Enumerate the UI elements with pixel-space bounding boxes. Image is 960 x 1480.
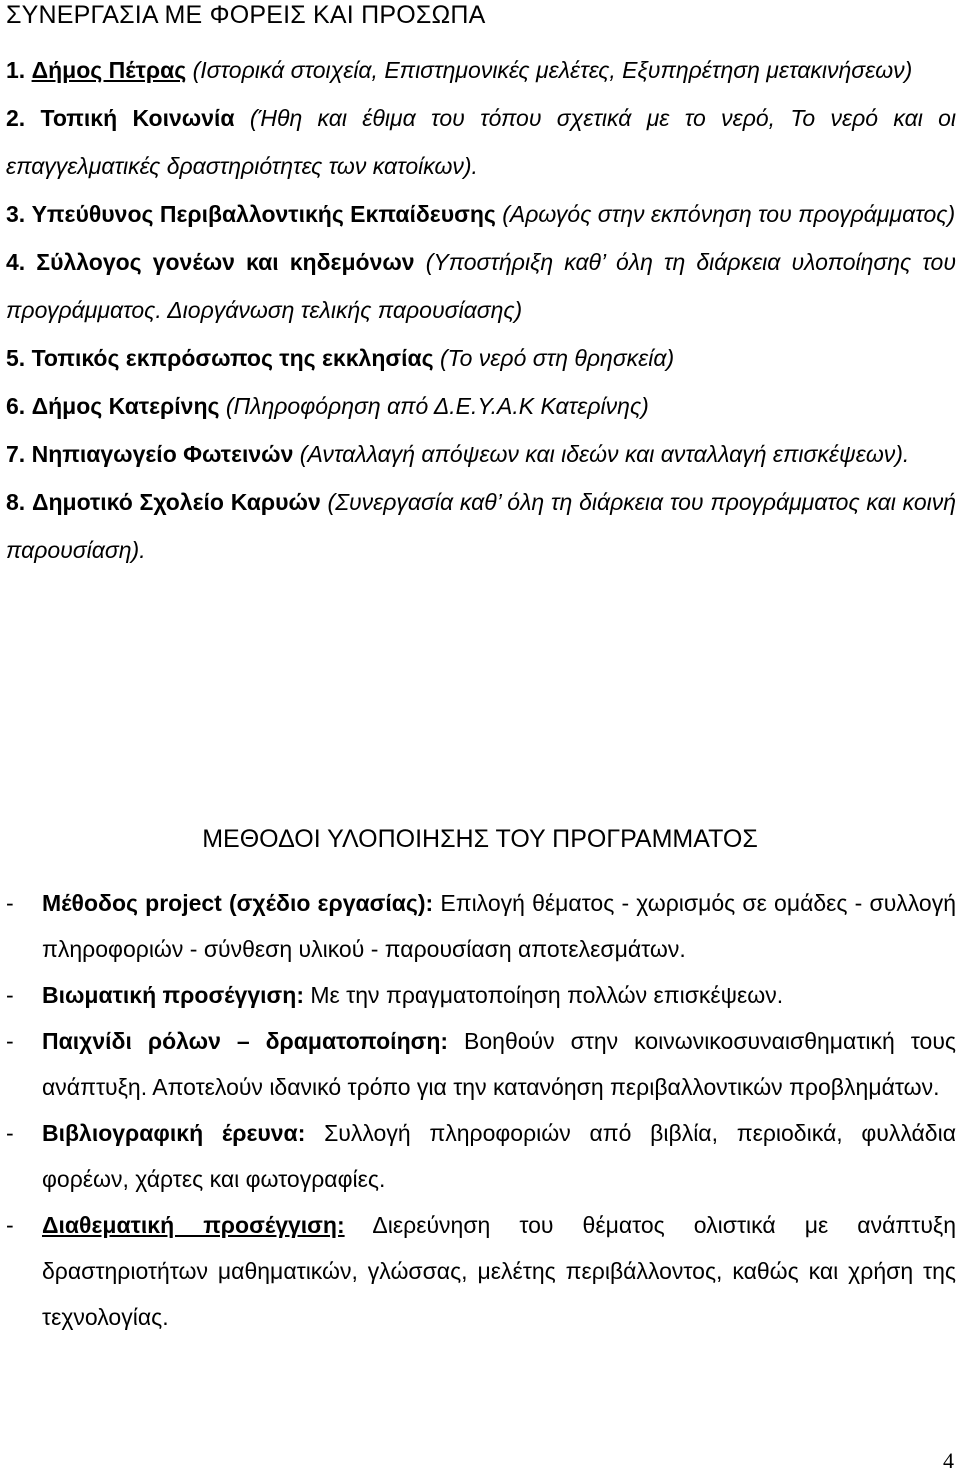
method-description: Επιλογή θέματος - χωρισμός σε ομάδες - συλλογή πληροφοριών - σύνθεση υλικού - παρουσίαση αποτελεσμάτων. — [42, 890, 957, 962]
list-item — [6, 972, 956, 1018]
bullet-dash: - — [6, 982, 14, 1008]
method-name: Βιωματική προσέγγιση: — [42, 982, 304, 1008]
item-number: 5. — [6, 345, 26, 371]
method-text — [42, 1110, 956, 1202]
bullet-dash: - — [6, 890, 14, 916]
methods-title: ΜΕΘΟΔΟΙ ΥΛΟΠΟΙΗΣΗΣ ΤΟΥ ΠΡΟΓΡΑΜΜΑΤΟΣ — [202, 825, 758, 853]
method-text — [42, 1018, 956, 1110]
method-text — [42, 972, 956, 1018]
method-text — [42, 880, 956, 972]
list-item — [6, 190, 956, 238]
list-item — [6, 1018, 956, 1110]
partner-name: Νηπιαγωγείο Φωτεινών — [31, 441, 294, 467]
method-description: Βοηθούν στην κοινωνικοσυναισθηματική τους ανάπτυξη. Αποτελούν ιδανικό τρόπο για την κατανόηση περιβαλλοντικών προβλημάτων. — [42, 1028, 956, 1100]
partner-name: Δημοτικό Σχολείο Καρυών — [31, 489, 321, 515]
item-number: 3. — [6, 201, 26, 227]
method-text — [42, 1202, 956, 1340]
item-number: 8. — [6, 489, 26, 515]
partner-name: Δήμος Κατερίνης — [31, 393, 220, 419]
partner-note: (Υποστήριξη καθ’ όλη τη διάρκεια υλοποίησης του προγράμματος. Διοργάνωση τελικής παρουσίασης) — [6, 249, 956, 323]
partner-name: Τοπικός εκπρόσωπος της εκκλησίας — [31, 345, 434, 371]
item-number: 7. — [6, 441, 26, 467]
partner-note: (Πληροφόρηση από Δ.Ε.Υ.Α.Κ Κατερίνης) — [225, 393, 649, 419]
partners-list — [6, 46, 956, 574]
bullet-dash: - — [6, 1120, 14, 1146]
partner-name: Υπεύθυνος Περιβαλλοντικής Εκπαίδευσης — [31, 201, 496, 227]
partner-note: (Ιστορικά στοιχεία, Επιστημονικές μελέτες, Εξυπηρέτηση μετακινήσεων) — [192, 57, 913, 83]
section-title: ΣΥΝΕΡΓΑΣΙΑ ΜΕ ΦΟΡΕΙΣ ΚΑΙ ΠΡΟΣΩΠΑ — [6, 1, 486, 29]
partner-note: (Το νερό στη θρησκεία) — [440, 345, 675, 371]
bullet-dash: - — [6, 1212, 14, 1238]
method-description: Συλλογή πληροφοριών από βιβλία, περιοδικά, φυλλάδια φορέων, χάρτες και φωτογραφίες. — [42, 1120, 956, 1192]
partner-note: (Ανταλλαγή απόψεων και ιδεών και ανταλλαγή επισκέψεων). — [299, 441, 910, 467]
item-number: 1. — [6, 57, 26, 83]
list-item — [6, 382, 956, 430]
list-item — [6, 94, 956, 190]
list-item — [6, 1202, 956, 1340]
list-item — [6, 430, 956, 478]
list-item — [6, 238, 956, 334]
partner-name: Τοπική Κοινωνία — [40, 105, 235, 131]
methods-list — [6, 880, 956, 1340]
list-item — [6, 1110, 956, 1202]
partner-note: (Συνεργασία καθ’ όλη τη διάρκεια του προγράμματος και κοινή παρουσίαση). — [6, 489, 956, 563]
list-item — [6, 478, 956, 574]
method-name: Μέθοδος project (σχέδιο εργασίας): — [42, 890, 434, 916]
item-number: 4. — [6, 249, 26, 275]
method-name: Διαθεματική προσέγγιση: — [42, 1212, 345, 1238]
bullet-dash: - — [6, 1028, 14, 1054]
method-description: Διερεύνηση του θέματος ολιστικά με ανάπτυξη δραστηριοτήτων μαθηματικών, γλώσσας, μελέτης περιβάλλοντος, καθώς και χρήση της τεχνολογίας. — [42, 1212, 956, 1330]
list-item — [6, 334, 956, 382]
partner-name: Δήμος Πέτρας — [31, 57, 187, 83]
partner-note: (Ήθη και έθιμα του τόπου σχετικά με το νερό, Το νερό και οι επαγγελματικές δραστηριότητες των κατοίκων). — [6, 105, 957, 179]
item-number: 6. — [6, 393, 26, 419]
list-item — [6, 46, 956, 94]
partner-name: Σύλλογος γονέων και κηδεμόνων — [36, 249, 415, 275]
partner-note: (Αρωγός στην εκπόνηση του προγράμματος) — [502, 201, 956, 227]
method-description: Με την πραγματοποίηση πολλών επισκέψεων. — [310, 982, 784, 1008]
item-number: 2. — [6, 105, 26, 131]
method-name: Βιβλιογραφική έρευνα: — [42, 1120, 306, 1146]
method-name: Παιχνίδι ρόλων – δραματοποίηση: — [42, 1028, 449, 1054]
page-number: 4 — [943, 1448, 954, 1473]
list-item — [6, 880, 956, 972]
